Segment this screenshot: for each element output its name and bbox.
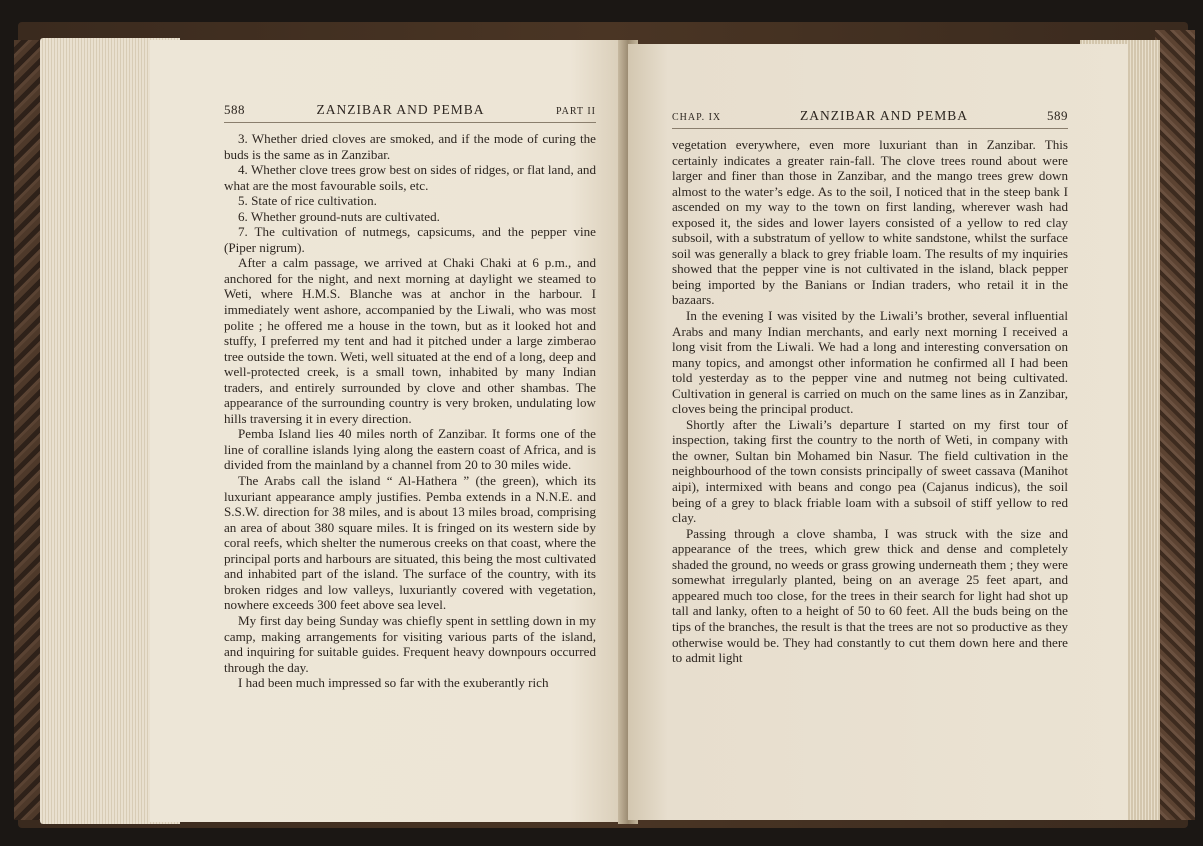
page-number: 588	[224, 102, 245, 117]
right-page-header	[672, 108, 1068, 129]
left-page-body	[224, 131, 596, 691]
left-page	[150, 40, 628, 822]
paragraph: Shortly after the Liwali’s departure I started on my first tour of inspection, taking first the country to the north of Weti, in company with the owner, Sultan bin Mohamed bin Nasur. The field cultivation in the neighbourhood of the town consists principally of sweet cassava (Manihot aipi), intermixed with beans and congo pea (Cajanus indicus), the soil being of a grey to black friable loam with a subsoil of stiff yellow to red clay.	[672, 416, 1068, 526]
right-page-body	[672, 137, 1068, 666]
part-label: PART II	[555, 106, 596, 117]
cover-marbled-edge-right	[1155, 30, 1195, 820]
paragraph: My first day being Sunday was chiefly spent in settling down in my camp, making arrangements for visiting various parts of the island, and inquiring for suitable guides. Frequent heavy downpours occurred through the day.	[224, 612, 596, 675]
left-page-header	[224, 102, 596, 123]
paragraph: The Arabs call the island “ Al-Hathera ” (the green), which its luxuriant appearance amply justifies. Pemba extends in a N.N.E. and S.S.W. direction for 38 miles, and is about 13 miles broad, comprising an area of about 380 square miles. It is fringed on its western side by coral reefs, which shelter the numerous creeks on that coast, where the principal ports and harbours are situated, this being the most cultivated and inhabited part of the island. The surface of the country, with its broken ridges and low valleys, luxuriantly covered with vegetation, nowhere exceeds 300 feet above sea level.	[224, 473, 596, 613]
running-title: ZANZIBAR AND PEMBA	[800, 108, 969, 123]
chapter-label: CHAP. IX	[672, 112, 722, 123]
paragraph: vegetation everywhere, even more luxuriant than in Zanzibar. This certainly indicates a greater rain-fall. The clove trees round about were larger and finer than those in Zanzibar, and the mango trees grew down almost to the water’s edge. As to the soil, I noticed that in the steep bank I ascended on my way to the town on first landing, wherever wash had exposed it, the sides and lower layers consisted of a yellow to red clay subsoil, with a substratum of yellow to white sandstone, whilst the surface soil was generally a black to grey friable loam. The results of my inquiries showed that the pepper vine is not cultivated in the island, black pepper being imported by the Banians or Indian traders, who retail it in the bazaars.	[672, 137, 1068, 308]
paragraph: 7. The cultivation of nutmegs, capsicums, and the pepper vine (Piper nigrum).	[224, 224, 596, 255]
paragraph: I had been much impressed so far with the exuberantly rich	[238, 675, 549, 691]
paragraph: 3. Whether dried cloves are smoked, and if the mode of curing the buds is the same as in Zanzibar.	[224, 131, 596, 162]
paragraph: In the evening I was visited by the Liwali’s brother, several influential Arabs and many Indian merchants, and early next morning I received a long visit from the Liwali. We had a long and interesting conversation on many topics, and amongst other information he confirmed all I had been told yesterday as to the pepper vine and nutmeg not being cultivated. Cultivation in general is carried on much on the same lines as in Zanzibar, cloves being the principal product.	[672, 308, 1068, 417]
paragraph: Pemba Island lies 40 miles north of Zanzibar. It forms one of the line of coralline islands lying along the eastern coast of Africa, and is divided from the mainland by a channel from 20 to 30 miles wide.	[224, 426, 596, 473]
paragraph: 5. State of rice cultivation.	[238, 193, 377, 209]
right-page	[628, 44, 1128, 820]
paragraph: Passing through a clove shamba, I was struck with the size and appearance of the trees, which grew thick and dense and completely shaded the ground, no weeds or grass growing underneath them ; they were somewhat irregularly planted, being on an average 25 feet apart, and appeared much too close, for the trees in their search for light had shot up tall and lanky, often to a height of 50 to 60 feet. All the buds being on the tips of the branches, the result is that the trees are not so productive as they otherwise would be. They had constantly to cut them down here and there to admit light	[672, 525, 1068, 666]
running-title: ZANZIBAR AND PEMBA	[316, 102, 485, 117]
page-number: 589	[1046, 108, 1068, 123]
paragraph: 6. Whether ground-nuts are cultivated.	[238, 208, 440, 224]
paragraph: After a calm passage, we arrived at Chaki Chaki at 6 p.m., and anchored for the night, and next morning at daylight we steamed to Weti, where H.M.S. Blanche was at anchor in the harbour. I immediately went ashore, accompanied by the Liwali, who was most polite ; he offered me a house in the town, but as it looked hot and stuffy, I preferred my tent and had it pitched under a large zimberao tree outside the town. Weti, well situated at the end of a long, deep and well-protected creek, is a small town, inhabited by many Indian traders, and entirely surrounded by clove and other shambas. The appearance of the surrounding country is very broken, undulating low hills traversing it in every direction.	[224, 255, 596, 426]
paragraph: 4. Whether clove trees grow best on sides of ridges, or flat land, and what are the most favourable soils, etc.	[224, 162, 596, 193]
